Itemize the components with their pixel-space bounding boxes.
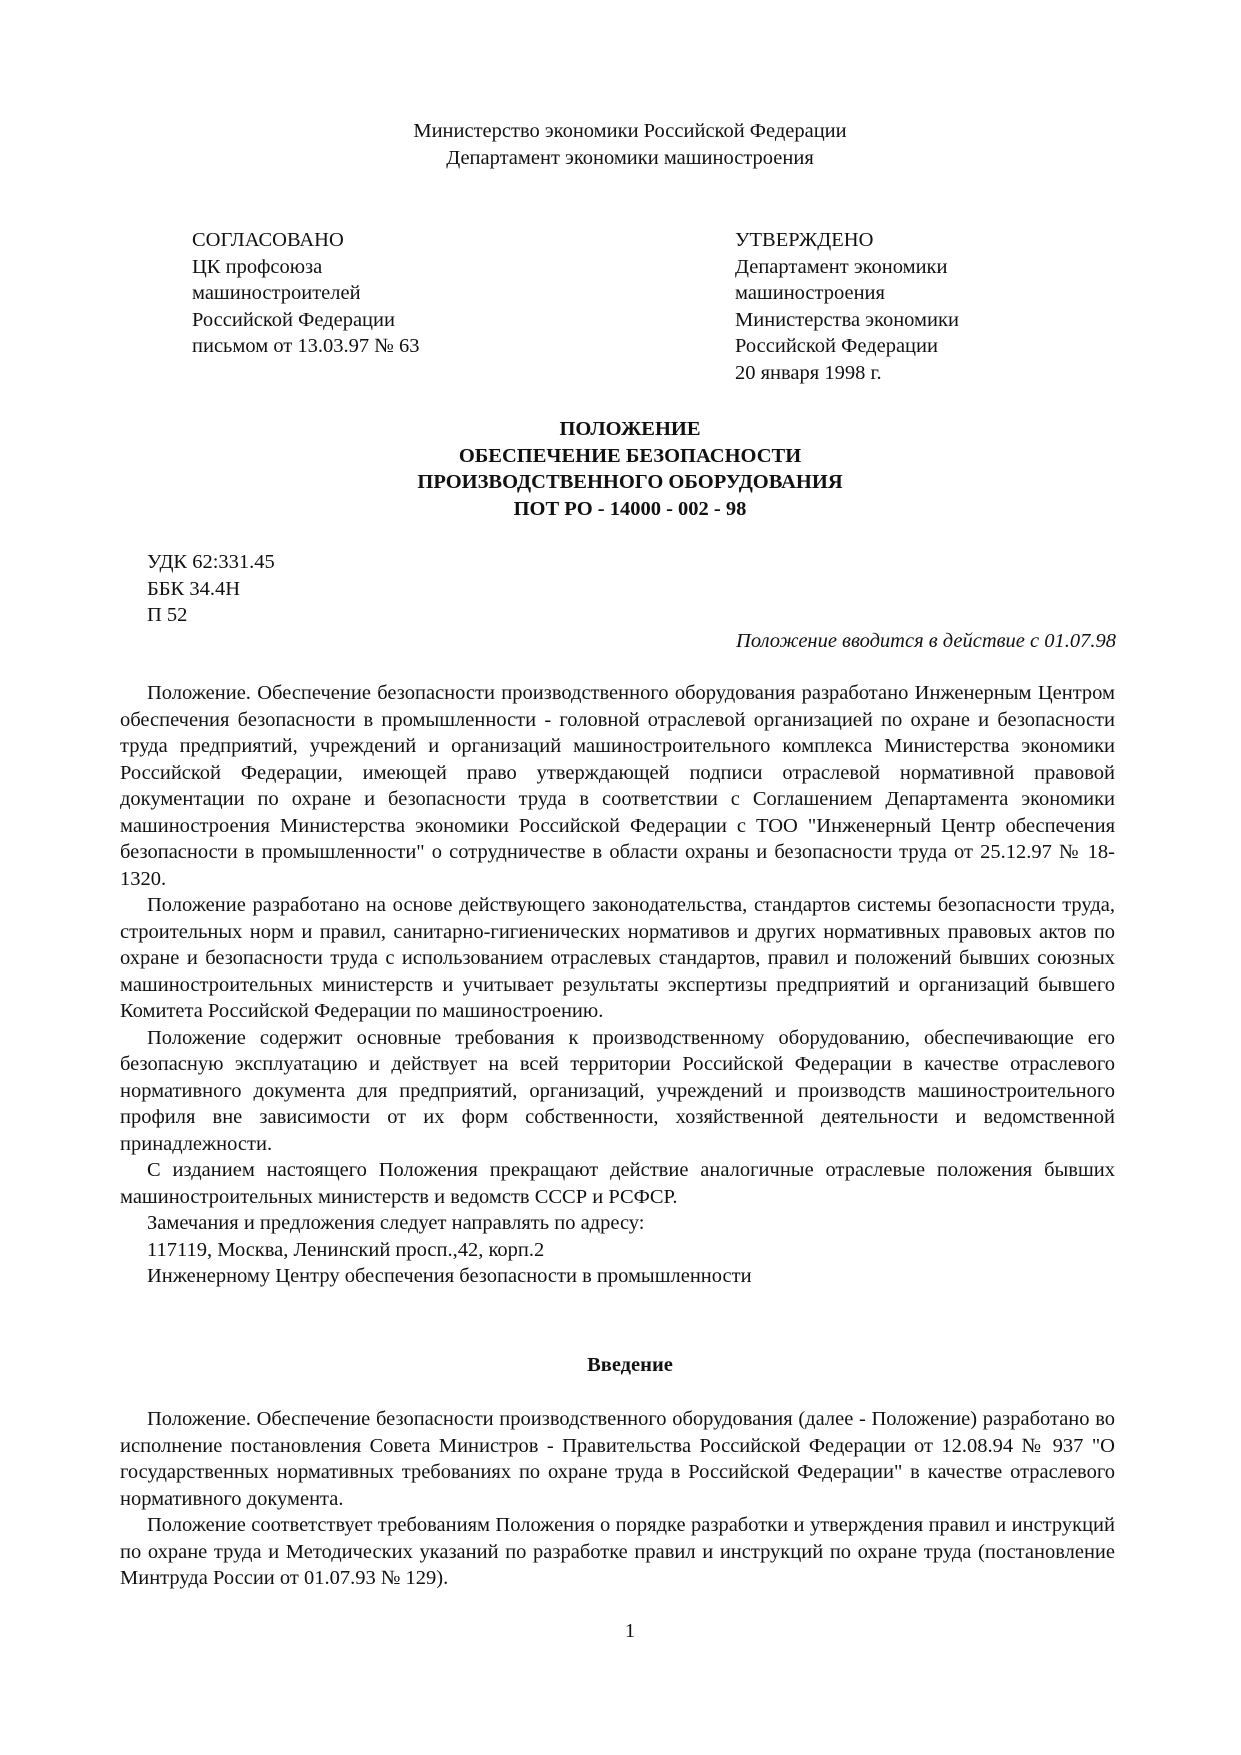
department-name: Департамент экономики машиностроения	[446, 146, 814, 169]
udk-code: УДК 62:331.45	[147, 551, 275, 573]
paragraph: Положение содержит основные требования к производственному оборудованию, обеспечивающие его безопасную эксплуатацию и действует на всей территории Российской Федерации в качестве отраслевого нормативного документа для предприятий, организаций, учреждений и производств машиностроительного профиля вне зависимости от их форм собственности, хозяйственной деятельности и ведомственной принадлежности.	[120, 1026, 1115, 1155]
document-code: ПОТ РО - 14000 - 002 - 98	[513, 497, 747, 520]
approved-block	[735, 227, 959, 386]
document-header	[0, 118, 1241, 171]
approved-line: машиностроения	[735, 282, 885, 304]
title-line: ПОЛОЖЕНИЕ	[559, 418, 701, 440]
approved-heading: УТВЕРЖДЕНО	[735, 229, 874, 251]
paragraph: Положение. Обеспечение безопасности производственного оборудования (далее - Положение) разработано во исполнение постановления Совета Министров - Правительства Российской Федерации от 12.08.94 № 937 "О государственных нормативных требованиях по охране труда в Российской Федерации" в качестве отраслевого нормативного документа.	[120, 1408, 1115, 1510]
paragraph: Положение. Обеспечение безопасности производственного оборудования разработано Инженерным Центром обеспечения безопасности в промышленности - головной отраслевой организацией по охране и безопасности труда предприятий, учреждений и организаций машиностроительного комплекса Министерства экономики Российской Федерации, имеющей право утверждающей подписи отраслевой нормативной правовой документации по охране и безопасности труда в соответствии с Соглашением Департамента экономики машиностроения Министерства экономики Российской Федерации с ТОО "Инженерный Центр обеспечения безопасности в промышленности" о сотрудничестве в области охраны и безопасности труда от 25.12.97 № 18-1320.	[120, 682, 1115, 890]
paragraph: Положение разработано на основе действующего законодательства, стандартов системы безопасности труда, строительных норм и правил, санитарно-гигиенических нормативов и других нормативных правовых актов по охране и безопасности труда с использованием отраслевых стандартов, правил и положений бывших союзных машиностроительных министерств и учитывает результаты экспертизы предприятий и организаций бывшего Комитета Российской Федерации по машиностроению.	[120, 894, 1115, 1022]
agreed-line: ЦК профсоюза	[192, 255, 323, 278]
agreed-line: письмом от 13.03.97 № 63	[192, 335, 420, 357]
section-title: Введение	[587, 1354, 673, 1376]
ministry-name: Министерство экономики Российской Федерации	[413, 120, 847, 142]
agreed-block	[192, 227, 419, 360]
approved-line: Российской Федерации	[735, 335, 938, 357]
paragraph: Положение соответствует требованиям Положения о порядке разработки и утверждения правил и инструкций по охране труда и Методических указаний по разработке правил и инструкций по охране труда (постановление Минтруда России от 01.07.93 № 129).	[120, 1514, 1115, 1589]
agreed-heading: СОГЛАСОВАНО	[192, 229, 344, 251]
title-line: ОБЕСПЕЧЕНИЕ БЕЗОПАСНОСТИ	[458, 444, 802, 467]
contact-info	[147, 1210, 752, 1290]
index-code: П 52	[147, 604, 188, 626]
agreed-line: машиностроителей	[192, 282, 361, 304]
effective-date-note: Положение вводится в действие с 01.07.98	[736, 630, 1116, 652]
approved-line: Департамент экономики	[735, 255, 948, 278]
document-title	[0, 416, 1241, 522]
agreed-line: Российской Федерации	[192, 308, 395, 331]
contact-lead: Замечания и предложения следует направлять по адресу:	[147, 1212, 645, 1234]
classification-codes	[147, 549, 275, 629]
contact-recipient: Инженерному Центру обеспечения безопасности в промышленности	[147, 1265, 752, 1287]
contact-address: 117119, Москва, Ленинский просп.,42, корп.2	[147, 1238, 545, 1261]
paragraph: С изданием настоящего Положения прекращают действие аналогичные отраслевые положения бывших машиностроительных министерств и ведомств СССР и РСФСР.	[120, 1159, 1115, 1208]
intro-text	[120, 680, 1115, 1210]
page-number: 1	[624, 1620, 636, 1642]
title-line: ПРОИЗВОДСТВЕННОГО ОБОРУДОВАНИЯ	[417, 471, 843, 493]
introduction-text	[120, 1406, 1115, 1592]
approved-date: 20 января 1998 г.	[735, 361, 882, 384]
approved-line: Министерства экономики	[735, 308, 959, 331]
bbk-code: ББК 34.4Н	[147, 577, 241, 600]
